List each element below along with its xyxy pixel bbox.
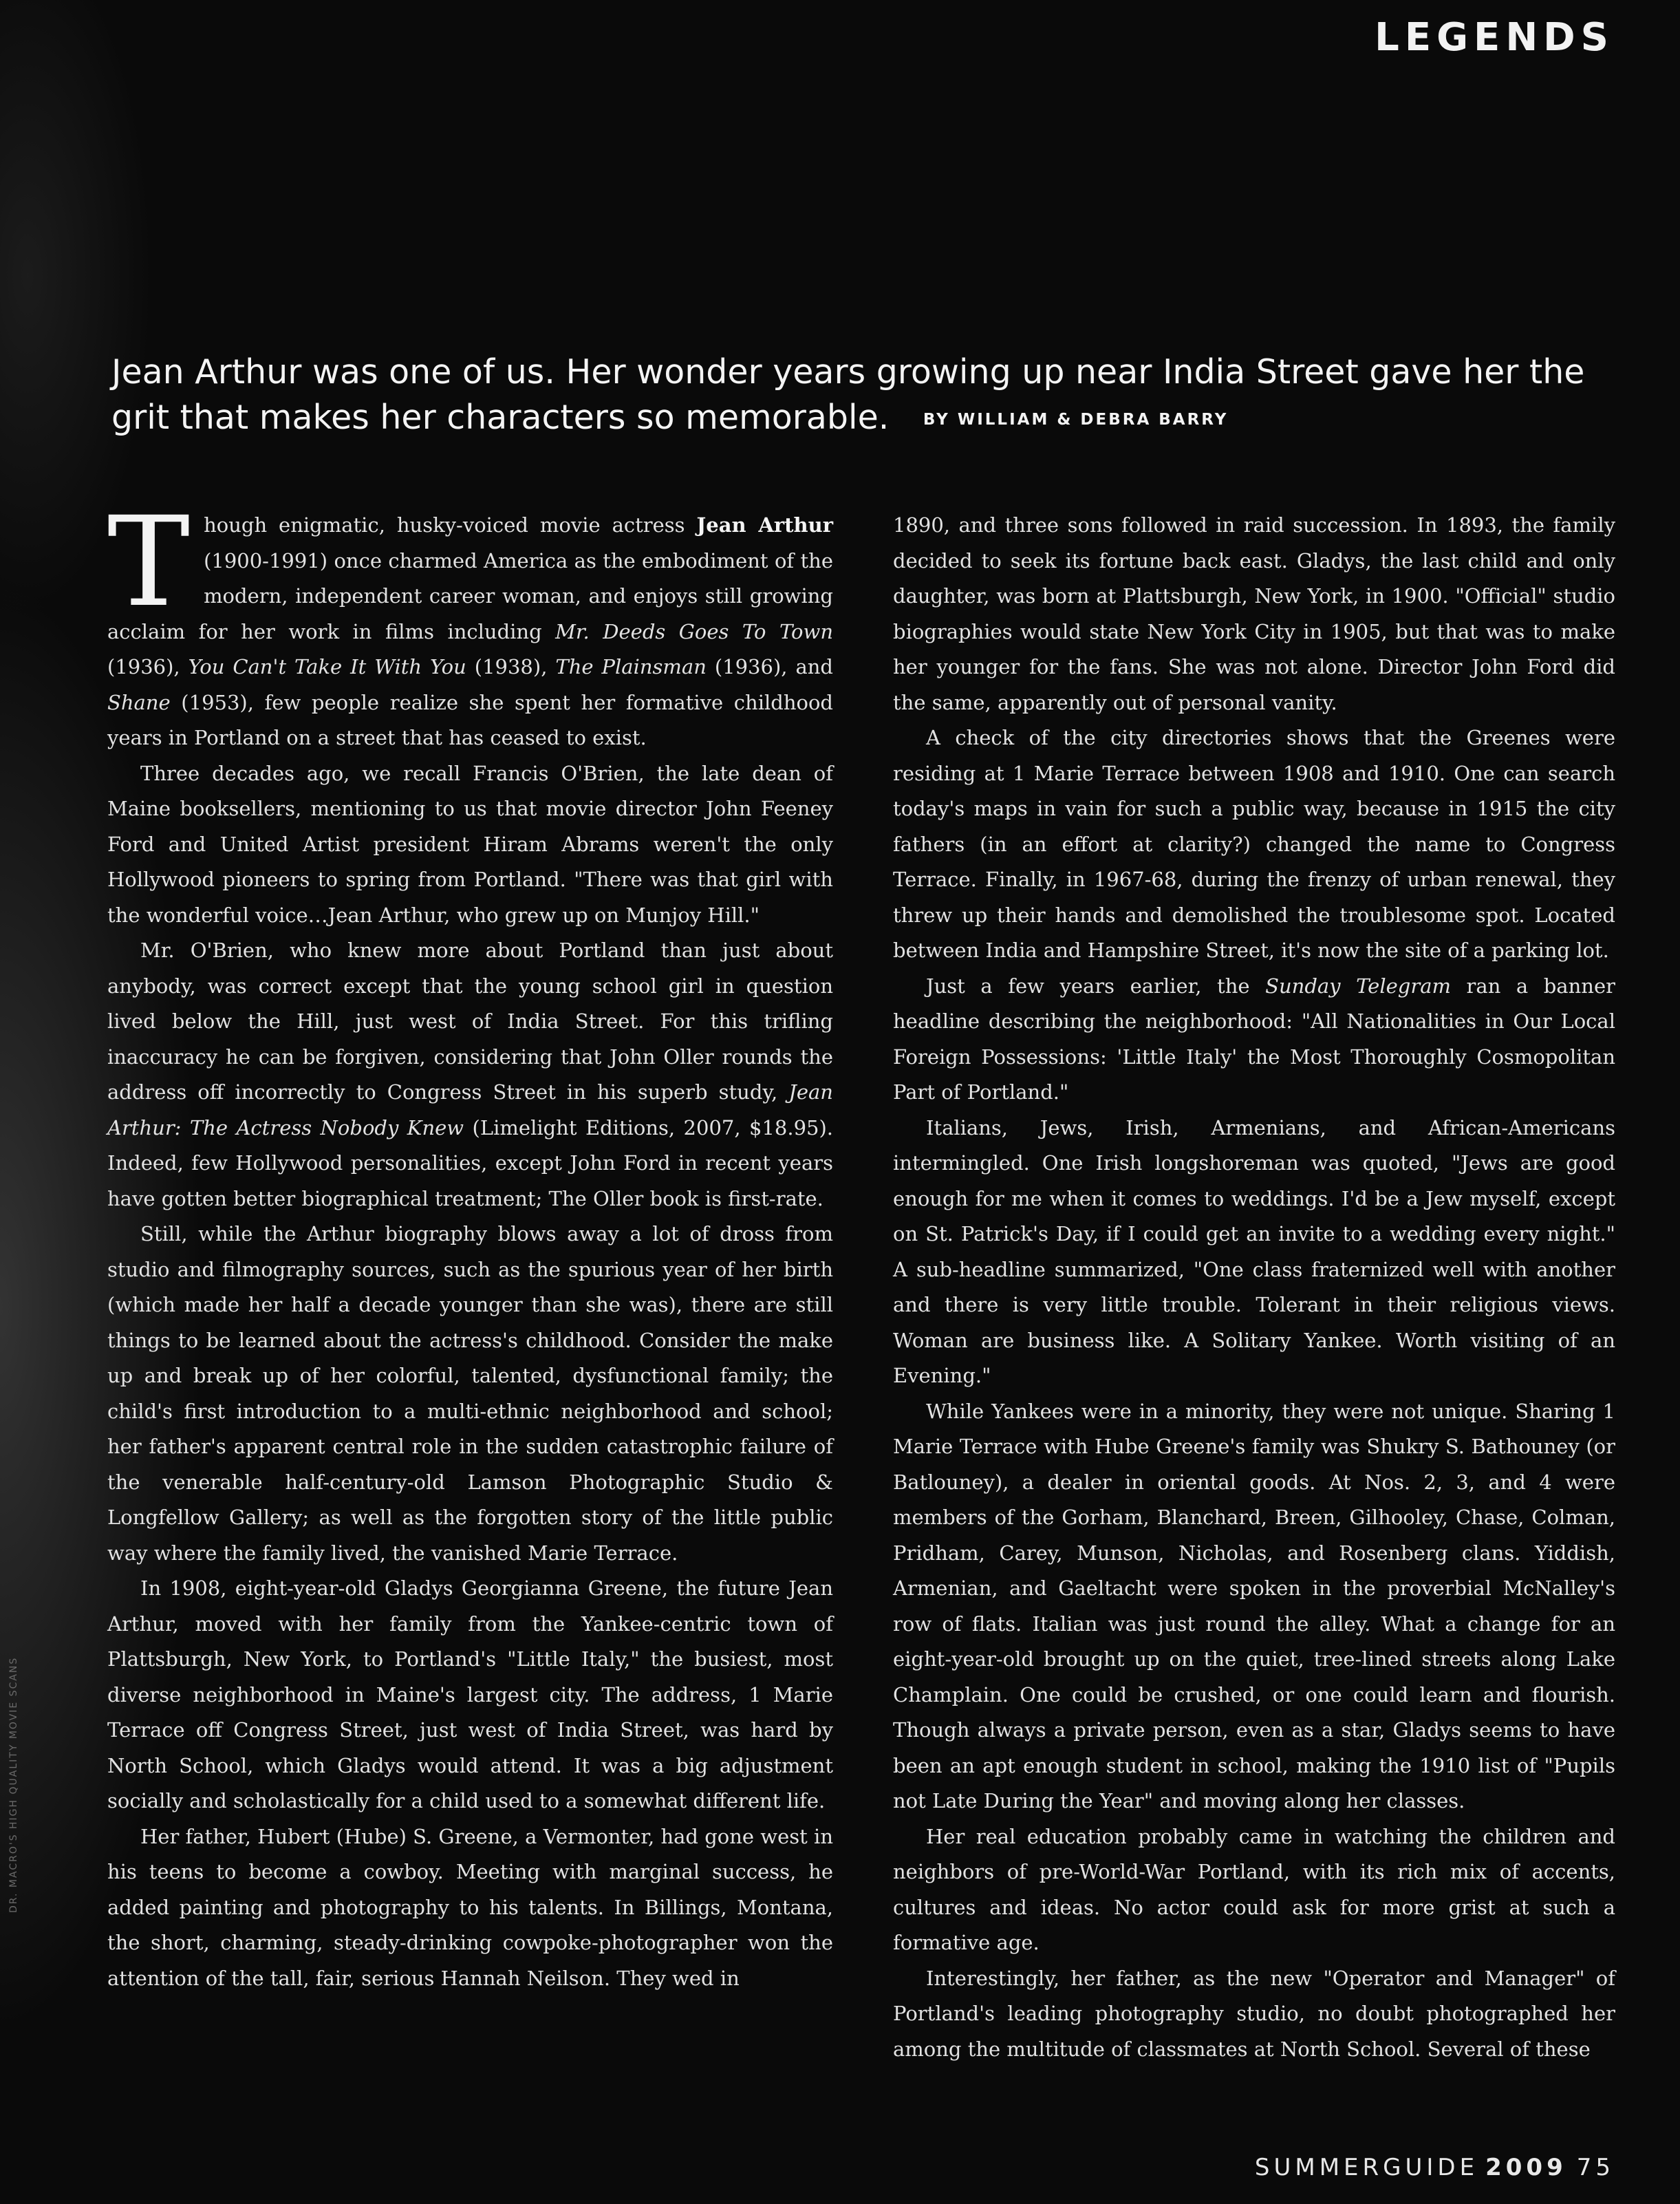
- paragraph-2: Three decades ago, we recall Francis O'Brien, the late dean of Maine booksellers, mentioning to us that movie director John Feeney Ford and United Artist president Hiram Abrams weren't the only Hollywood pioneers to spring from Portland. "There was that girl with the wonderful voice…Jean Arthur, who grew up on Munjoy Hill.": [107, 761, 833, 927]
- paragraph-4: Still, while the Arthur biography blows away a lot of dross from studio and filmography sources, such as the spurious year of her birth (which made her half a decade younger than she was), there are still things to be learned about the actress's childhood. Consider the make up and break up of her colorful, talented, dysfunctional family; the child's first introduction to a multi-ethnic neighborhood and school; her father's apparent central role in the sudden catastrophic failure of the venerable half-century-old Lamson Photographic Studio & Longfellow Gallery; as well as the forgotten story of the little public way where the family lived, the vanished Marie Terrace.: [107, 1222, 833, 1565]
- byline: BY WILLIAM & DEBRA BARRY: [923, 411, 1229, 429]
- article-column-left: [107, 491, 834, 1996]
- text-run: ran a banner headline describing the neighborhood: "All Nationalities in Our Local Foreign Possessions: 'Little Italy' the Most Thoroughly Cosmopolitan Part of Portland.": [893, 974, 1615, 1104]
- paragraph-3: [107, 933, 833, 1217]
- paragraph-7: 1890, and three sons followed in raid succession. In 1893, the family decided to seek its fortune back east. Gladys, the last child and only daughter, was born at Plattsburgh, New York, in 1900. "Official" studio biographies would state New York City in 1905, but that was to make her younger for the fans. She was not alone. Director John Ford did the same, apparently out of personal vanity.: [893, 513, 1615, 714]
- text-run: (1936), and: [706, 655, 833, 678]
- paragraph-8: A check of the city directories shows that the Greenes were residing at 1 Marie Terrace between 1908 and 1910. One can search today's maps in vain for such a public way, because in 1915 the city fathers (in an effort at clarity?) changed the name to Congress Terrace. Finally, in 1967-68, during the frenzy of urban renewal, they threw up their hands and demolished the troublesome spot. Located between India and Hampshire Street, it's now the site of a parking lot.: [893, 726, 1615, 962]
- film-title: The Plainsman: [555, 655, 707, 678]
- paragraph-9: [893, 969, 1615, 1111]
- text-run: (1938),: [466, 655, 556, 678]
- newspaper-title: Sunday Telegram: [1265, 974, 1451, 998]
- text-run: (1936),: [107, 655, 189, 678]
- photo-credit: DR. MACRO'S HIGH QUALITY MOVIE SCANS: [8, 1656, 19, 1913]
- paragraph-6: Her father, Hubert (Hube) S. Greene, a Vermonter, had gone west in his teens to become a cowboy. Meeting with marginal success, he added painting and photography to his talents. In Billings, Montana, the short, charming, steady-drinking cowpoke-photographer won the attention of the tall, fair, serious Hannah Neilson. They wed in: [107, 1824, 833, 1990]
- article-column-right: [893, 508, 1615, 2067]
- article-deck: [111, 350, 1625, 442]
- page-number: 75: [1576, 2154, 1615, 2181]
- book-title: Jean Arthur: The Actress Nobody Knew: [107, 1080, 833, 1140]
- issue-year: 2009: [1485, 2154, 1567, 2181]
- text-run: hough enigmatic, husky-voiced movie actress: [204, 513, 697, 537]
- paragraph-5: In 1908, eight-year-old Gladys Georgianna Greene, the future Jean Arthur, moved with her family from the Yankee-centric town of Plattsburgh, New York, to Portland's "Little Italy," the busiest, most diverse neighborhood in Maine's largest city. The address, 1 Marie Terrace off Congress Street, just west of India Street, was hard by North School, which Gladys would attend. It was a big adjustment socially and scholastically for a child used to a somewhat different life.: [107, 1576, 833, 1812]
- paragraph-13: Interestingly, her father, as the new "Operator and Manager" of Portland's leading photography studio, no doubt photographed her among the multitude of classmates at North School. Several of these: [893, 1966, 1615, 2061]
- text-run: Mr. O'Brien, who knew more about Portland than just about anybody, was correct except that the young school girl in question lived below the Hill, just west of India Street. For this trifling inaccuracy he can be forgiven, considering that John Oller rounds the address off incorrectly to Congress Street in his superb study,: [107, 939, 833, 1104]
- text-run: (Limelight Editions, 2007, $18.95). Indeed, few Hollywood personalities, except John Ford in recent years have gotten better biographical treatment; The Oller book is first-rate.: [107, 1115, 834, 1210]
- film-title: You Can't Take It With You: [188, 655, 466, 678]
- paragraph-12: Her real education probably came in watching the children and neighbors of pre-World-War Portland, with its rich mix of accents, cultures and ideas. No actor could ask for more grist at such a formative age.: [893, 1824, 1615, 1954]
- actress-name: Jean Arthur: [696, 513, 834, 537]
- film-title: Shane: [107, 690, 171, 714]
- text-run: (1953), few people realize she spent her formative childhood years in Portland on a street that has ceased to exist.: [107, 690, 833, 749]
- page-footer: [1255, 2154, 1615, 2181]
- paragraph-11: While Yankees were in a minority, they were not unique. Sharing 1 Marie Terrace with Hube Greene's family was Shukry S. Bathouney (or Batlouney), a dealer in oriental goods. At Nos. 2, 3, and 4 were members of the Gorham, Blanchard, Breen, Gilhooley, Chase, Colman, Pridham, Carey, Munson, Nicholas, and Rosenberg clans. Yiddish, Armenian, and Gaeltacht were spoken in the proverbial McNalley's row of flats. Italian was just round the alley. What a change for an eight-year-old brought up on the quiet, tree-lined streets along Lake Champlain. One could be crushed, or one could learn and flourish. Though always a private person, even as a star, Gladys seems to have been an apt enough student in school, making the 1910 list of "Pupils not Late During the Year" and moving along her classes.: [893, 1399, 1615, 1812]
- drop-cap: T: [107, 491, 191, 634]
- section-label: LEGENDS: [1375, 15, 1614, 60]
- paragraph-10: Italians, Jews, Irish, Armenians, and African-Americans intermingled. One Irish longshoreman was quoted, "Jews are good enough for me when it comes to weddings. I'd be a Jew myself, except on St. Patrick's Day, if I could get an invite to a wedding every night." A sub-headline summarized, "One class fraternized well with another and there is very little trouble. Tolerant in their religious views. Woman are business like. A Solitary Yankee. Worth visiting of an Evening.": [893, 1115, 1615, 1387]
- text-run: (1900-1991) once charmed America as the embodiment of the modern, independent career woman, and enjoys still growing acclaim for her work in films including: [107, 548, 833, 643]
- film-title: Mr. Deeds Goes To Town: [555, 619, 833, 643]
- text-run: Just a few years earlier, the: [926, 974, 1266, 998]
- paragraph-1: [107, 491, 834, 756]
- deck-text: Jean Arthur was one of us. Her wonder years growing up near India Street gave her the grit that makes her characters so memorable.: [111, 352, 1585, 437]
- magazine-name: SUMMERGUIDE: [1254, 2154, 1479, 2181]
